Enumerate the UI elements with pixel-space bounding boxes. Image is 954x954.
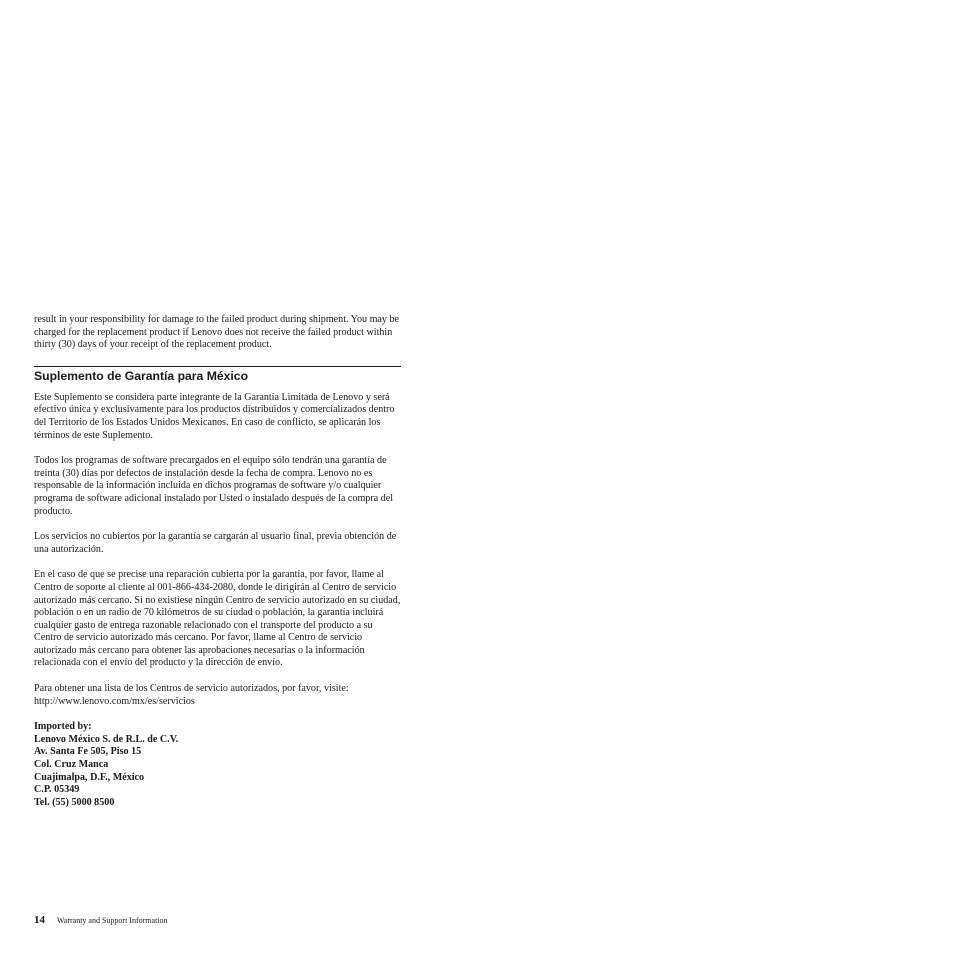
importer-label: Imported by: (34, 721, 92, 733)
page-footer (34, 914, 168, 927)
paragraph-repair: En el caso de que se precise una reparación cubierta por la garantía, por favor, llame al Centro de soporte al cliente al 001-866-434-2080, donde le dirigirán al Centro de servicio autorizado más cercano. Si no existiese ningún Centro de servicio autorizado en su ciudad, población o en un radio de 70 kilómetros de su ciudad o población, la garantía incluirá cualquier gasto de entrega razonable relacionado con el transporte del producto a su Centro de servicio autorizado más cercano. Por favor, llame al Centro de servicio autorizado más cercano para obtener las aprobaciones necesarias o la información relacionada con el envío del producto y la dirección de envío. (34, 569, 401, 669)
paragraph-services: Los servicios no cubiertos por la garantía se cargarán al usuario final, previa obtención de una autorización. (34, 531, 397, 555)
importer-block (34, 721, 401, 809)
intro-paragraph: result in your responsibility for damage to the failed product during shipment. You may be charged for the replacement product if Lenovo does not receive the failed product within thirty (30) days of your receipt of the replacement product. (34, 314, 399, 351)
page-number: 14 (34, 914, 45, 926)
importer-company: Lenovo México S. de R.L. de C.V. (34, 733, 179, 745)
importer-colony: Col. Cruz Manca (34, 759, 109, 771)
importer-postal-code: C.P. 05349 (34, 784, 80, 796)
paragraph-software: Todos los programas de software precargados en el equipo sólo tendrán una garantía de treinta (30) días por defectos de instalación desde la fecha de compra. Lenovo no es responsable de la información incluida en dichos programas de software y/o cualquier programa de software adicional instalado por Usted o instalado después de la compra del producto. (34, 455, 394, 517)
document-column (34, 314, 401, 809)
importer-city: Cuajimalpa, D.F., México (34, 771, 145, 783)
section-heading: Suplemento de Garantía para México (34, 368, 249, 383)
importer-street: Av. Santa Fe 505, Piso 15 (34, 746, 142, 758)
footer-book-title: Warranty and Support Information (56, 916, 168, 925)
paragraph-service-centers: Para obtener una lista de los Centros de servicio autorizados, por favor, visite: http://www.lenovo.com/mx/es/servicios (34, 683, 349, 707)
paragraph-supplement: Este Suplemento se considera parte integrante de la Garantía Limitada de Lenovo y será efectivo única y exclusivamente para los productos distribuidos y comercializados dentro del Territorio de los Estados Unidos Mexicanos. En caso de conflicto, se aplicarán los términos de este Suplemento. (34, 391, 395, 441)
importer-phone: Tel. (55) 5000 8500 (34, 796, 115, 808)
